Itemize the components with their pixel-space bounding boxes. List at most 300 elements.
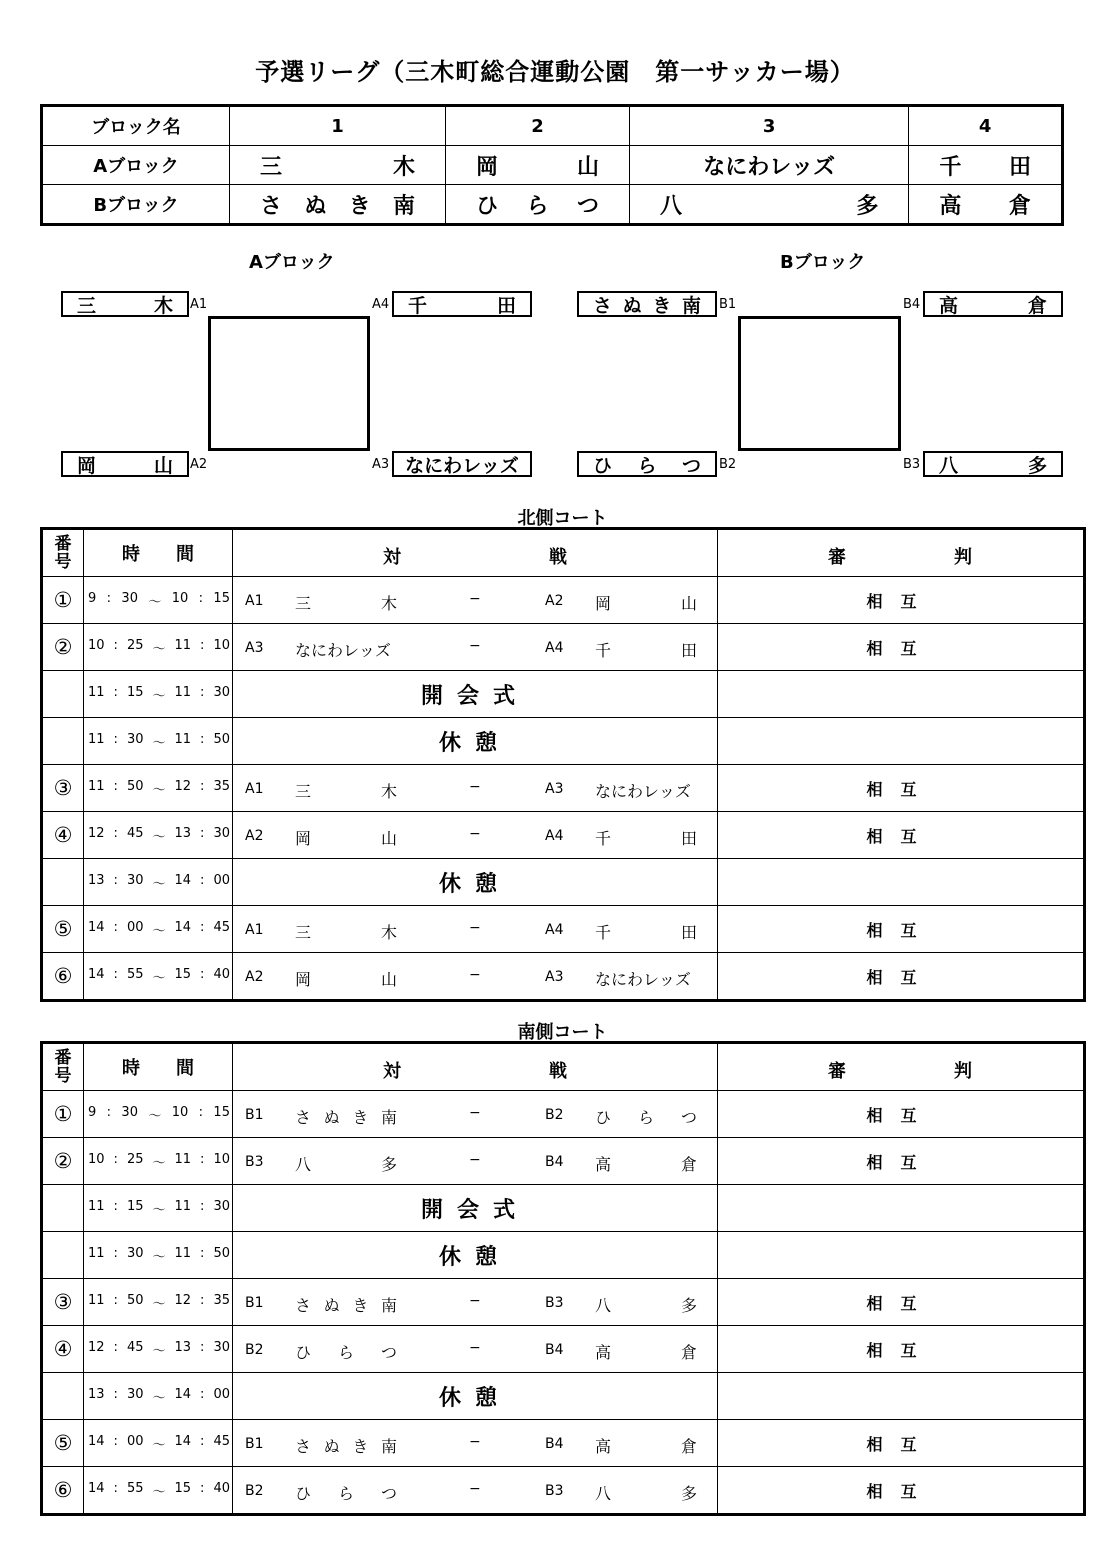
time-part: 30	[213, 825, 230, 841]
time-part: 〜	[152, 1437, 166, 1453]
time-part: 9	[88, 1104, 97, 1120]
block-row-label: Aブロック	[42, 146, 230, 185]
match-number: ④	[42, 1326, 84, 1373]
time-part: 12	[174, 778, 192, 794]
match-number: ⑥	[42, 1467, 84, 1515]
team-name-char: 多	[856, 193, 879, 219]
time-part: 15	[213, 1104, 230, 1120]
team-name	[595, 967, 697, 990]
match-time	[84, 1091, 233, 1138]
team-name-char: 木	[380, 782, 397, 801]
team-name-char: 南	[380, 1296, 397, 1315]
schedule-row	[42, 577, 1085, 624]
referee: 相互	[718, 1467, 1085, 1515]
team-name-char: 多	[380, 1155, 397, 1174]
block-team-cell	[630, 185, 909, 225]
time-part: :	[200, 1433, 205, 1449]
time-part: 〜	[152, 735, 166, 751]
match-pairing	[233, 812, 717, 858]
versus-separator: −	[469, 1434, 481, 1450]
match-time	[84, 1138, 233, 1185]
time-part: :	[113, 1480, 118, 1496]
time-part: 〜	[152, 782, 166, 798]
court-north-title: 北側コート	[517, 508, 608, 529]
time-part: 55	[126, 1480, 144, 1496]
match-time	[84, 1467, 233, 1515]
match-cell	[233, 1091, 718, 1138]
team-name-char: 高	[595, 1343, 612, 1362]
time-part: :	[113, 684, 118, 700]
time-part: :	[200, 1339, 205, 1355]
home-code: B1	[245, 1107, 264, 1123]
diagram-team-box	[923, 291, 1063, 317]
time-part: :	[200, 1245, 205, 1261]
match-cell	[233, 624, 718, 671]
team-name-char: 千	[595, 829, 612, 848]
home-code: A2	[245, 969, 264, 985]
schedule-north	[40, 527, 1086, 1002]
team-name	[295, 1152, 397, 1175]
time-part: 9	[88, 590, 97, 606]
time-part: 55	[126, 966, 144, 982]
schedule-row	[42, 953, 1085, 1001]
time-part: :	[106, 590, 112, 606]
team-name-char: 高	[939, 193, 962, 219]
team-name-char: 山	[153, 454, 173, 477]
time-part: :	[113, 637, 118, 653]
match-time-range	[84, 732, 232, 751]
diagram-team-box	[392, 451, 532, 477]
referee: 相互	[718, 1279, 1085, 1326]
team-name-char: 木	[380, 594, 397, 613]
match-number: ②	[42, 624, 84, 671]
team-name-char: なにわレッズ	[595, 782, 691, 801]
header-num-char: 号	[54, 552, 72, 572]
match-pairing	[233, 765, 717, 811]
block-team-cell	[909, 185, 1063, 225]
header-match-label	[233, 530, 717, 576]
block-team-cell	[230, 146, 446, 185]
team-name-char: さ	[295, 1108, 312, 1127]
match-pairing	[233, 1420, 717, 1466]
versus-separator: −	[469, 1293, 481, 1309]
team-name-char: 山	[577, 154, 600, 180]
header-ref-label	[718, 530, 1083, 576]
time-part: :	[200, 778, 205, 794]
header-time-char: 間	[176, 1058, 194, 1079]
team-name-char: き	[352, 1108, 369, 1127]
match-cell	[233, 765, 718, 812]
team-name	[939, 451, 1047, 478]
match-time	[84, 1232, 233, 1279]
referee	[718, 1185, 1085, 1232]
time-part: 00	[213, 872, 230, 888]
header-num-label	[43, 1049, 83, 1085]
team-name	[295, 967, 397, 990]
team-name-char: 山	[680, 594, 697, 613]
team-name-char: ら	[637, 454, 657, 477]
match-time-range	[84, 779, 232, 798]
block-team-cell	[445, 185, 629, 225]
time-part: 14	[174, 1386, 192, 1402]
away-code: A4	[545, 922, 564, 938]
diagram-a-title: Aブロック	[249, 252, 335, 273]
schedule-row	[42, 1467, 1085, 1515]
referee	[718, 1373, 1085, 1420]
diagram-team-code: A3	[372, 457, 390, 472]
schedule-row	[42, 1373, 1085, 1420]
team-name	[630, 150, 908, 181]
match-time	[84, 1373, 233, 1420]
versus-separator: −	[469, 1340, 481, 1356]
away-code: B2	[545, 1107, 564, 1123]
match-time-range	[84, 920, 232, 939]
team-name	[230, 189, 445, 220]
diagram-team-box	[392, 291, 532, 317]
match-cell	[233, 812, 718, 859]
time-part: 〜	[152, 1155, 166, 1171]
team-name-char: 木	[380, 923, 397, 942]
time-part: :	[200, 872, 205, 888]
team-name-char: つ	[577, 193, 600, 219]
match-time	[84, 765, 233, 812]
match-pairing	[233, 1467, 717, 1513]
time-part: 45	[126, 1339, 144, 1355]
home-code: B2	[245, 1483, 264, 1499]
match-time	[84, 1185, 233, 1232]
time-part: :	[113, 1339, 118, 1355]
time-part: 14	[88, 919, 105, 935]
time-part: :	[113, 1151, 118, 1167]
time-part: :	[200, 731, 205, 747]
diagram-team-code: A2	[190, 457, 208, 472]
match-time-range	[84, 873, 232, 892]
match-time-range	[84, 826, 232, 845]
time-part: 30	[121, 590, 138, 606]
away-code: A3	[545, 969, 564, 985]
team-name	[593, 291, 701, 318]
time-part: 30	[126, 1245, 144, 1261]
block-header-row	[42, 106, 1063, 146]
time-part: 11	[88, 778, 105, 794]
header-ref	[718, 1043, 1085, 1091]
team-name-char: ら	[637, 1108, 654, 1127]
header-time	[84, 1043, 233, 1091]
diagram-team-code: B2	[719, 457, 737, 472]
time-part: :	[198, 590, 204, 606]
time-part: :	[200, 1151, 205, 1167]
team-name-char: ら	[337, 1484, 354, 1503]
diagram-b-square	[738, 316, 901, 451]
team-name-char: 八	[595, 1484, 612, 1503]
time-part: 10	[213, 1151, 230, 1167]
time-part: 50	[126, 778, 144, 794]
match-number	[42, 1185, 84, 1232]
time-part: 11	[174, 1198, 192, 1214]
schedule-row	[42, 1326, 1085, 1373]
header-time-char: 時	[122, 1058, 140, 1079]
diagram-b-title: Bブロック	[780, 252, 866, 273]
home-code: B3	[245, 1154, 264, 1170]
match-pairing	[233, 1138, 717, 1184]
header-match	[233, 1043, 718, 1091]
schedule-event: 休憩	[233, 859, 718, 906]
team-name-char: 倉	[1027, 294, 1047, 317]
time-part: 00	[213, 1386, 230, 1402]
schedule-row	[42, 859, 1085, 906]
team-name	[295, 1481, 397, 1504]
team-name-char: なにわレッズ	[595, 970, 691, 989]
match-time-range	[84, 1387, 232, 1406]
time-part: 12	[88, 825, 105, 841]
time-part: 30	[213, 684, 230, 700]
time-part: :	[113, 1292, 118, 1308]
versus-separator: −	[469, 591, 481, 607]
time-part: 45	[126, 825, 144, 841]
header-time	[84, 529, 233, 577]
team-name-char: なにわレッズ	[405, 454, 519, 477]
block-table	[40, 104, 1064, 226]
time-part: 13	[88, 1386, 105, 1402]
team-name-char: さ	[295, 1296, 312, 1315]
header-time-char: 間	[176, 544, 194, 565]
diagram-team-code: A4	[372, 297, 390, 312]
match-time-range	[84, 1434, 232, 1453]
team-name-char: ぬ	[323, 1437, 340, 1456]
match-time-range	[84, 1152, 232, 1171]
time-part: 50	[213, 731, 230, 747]
team-name-char: 千	[595, 923, 612, 942]
block-row-a	[42, 146, 1063, 185]
match-time	[84, 812, 233, 859]
team-name-char: 倉	[680, 1437, 697, 1456]
block-col-2: 2	[445, 106, 629, 146]
diagram-a-square	[208, 316, 370, 451]
team-name	[630, 189, 908, 220]
diagram-team-code: B4	[903, 297, 921, 312]
diagram-team-box	[577, 451, 717, 477]
time-part: 〜	[152, 1249, 166, 1265]
match-number: ⑤	[42, 906, 84, 953]
schedule-event: 休憩	[233, 1232, 718, 1279]
referee: 相互	[718, 1138, 1085, 1185]
versus-separator: −	[469, 1152, 481, 1168]
header-match	[233, 529, 718, 577]
match-time-range	[84, 1340, 232, 1359]
away-code: B4	[545, 1436, 564, 1452]
referee: 相互	[718, 953, 1085, 1001]
time-part: 14	[88, 1433, 105, 1449]
time-part: 14	[174, 919, 192, 935]
time-part: 15	[213, 590, 230, 606]
versus-separator: −	[469, 779, 481, 795]
time-part: 10	[171, 590, 189, 606]
block-row-b	[42, 185, 1063, 225]
schedule-south	[40, 1041, 1086, 1516]
team-name-char: ぬ	[622, 294, 642, 317]
schedule-row	[42, 812, 1085, 859]
time-part: 30	[213, 1339, 230, 1355]
team-name-char: 三	[77, 294, 97, 317]
team-name	[295, 591, 397, 614]
time-part: 〜	[152, 970, 166, 986]
team-name-char: 岡	[77, 454, 97, 477]
match-time-range	[84, 1199, 232, 1218]
schedule-row	[42, 765, 1085, 812]
time-part: 00	[126, 919, 144, 935]
time-part: :	[113, 872, 118, 888]
team-name	[295, 1105, 397, 1128]
time-part: 10	[88, 637, 105, 653]
block-team-cell	[445, 146, 629, 185]
team-name-char: つ	[681, 454, 701, 477]
away-code: A3	[545, 781, 564, 797]
team-name	[295, 1434, 397, 1457]
team-name	[446, 189, 629, 220]
team-name	[77, 291, 173, 318]
team-name-char: 岡	[475, 154, 498, 180]
schedule-event: 休憩	[233, 1373, 718, 1420]
team-name-char: 三	[295, 923, 312, 942]
time-part: 〜	[152, 876, 166, 892]
time-part: 〜	[152, 688, 166, 704]
schedule-event: 開会式	[233, 671, 718, 718]
team-name-char: ひ	[295, 1484, 312, 1503]
team-name-char: き	[352, 1437, 369, 1456]
match-pairing	[233, 1091, 717, 1137]
match-number: ⑤	[42, 1420, 84, 1467]
schedule-header-row	[42, 529, 1085, 577]
versus-separator: −	[469, 1105, 481, 1121]
team-name-char: ひ	[593, 454, 613, 477]
time-part: 〜	[152, 1202, 166, 1218]
header-match-char: 対	[383, 547, 401, 568]
time-part: 11	[88, 731, 105, 747]
team-name-char: 千	[939, 154, 962, 180]
header-num-char: 号	[54, 1066, 72, 1086]
match-cell	[233, 1467, 718, 1515]
time-part: 30	[126, 1386, 144, 1402]
team-name-char: 田	[496, 294, 516, 317]
team-name-char: 八	[295, 1155, 312, 1174]
schedule-event: 開会式	[233, 1185, 718, 1232]
schedule-row	[42, 1138, 1085, 1185]
team-name-char: 八	[939, 454, 959, 477]
team-name	[595, 1434, 697, 1457]
time-part: :	[113, 1245, 118, 1261]
home-code: A1	[245, 922, 264, 938]
referee	[718, 671, 1085, 718]
team-name-char: 田	[1008, 154, 1031, 180]
time-part: 13	[174, 825, 192, 841]
team-name	[909, 189, 1061, 220]
match-number	[42, 671, 84, 718]
match-number	[42, 718, 84, 765]
time-part: :	[200, 1292, 205, 1308]
versus-separator: −	[469, 967, 481, 983]
versus-separator: −	[469, 920, 481, 936]
time-part: 50	[126, 1292, 144, 1308]
team-name-char: 多	[680, 1484, 697, 1503]
team-name	[595, 1340, 697, 1363]
match-time	[84, 718, 233, 765]
team-name	[595, 1293, 697, 1316]
header-num	[42, 529, 84, 577]
referee: 相互	[718, 765, 1085, 812]
match-pairing	[233, 906, 717, 952]
team-name	[230, 150, 445, 181]
match-time-range	[84, 967, 232, 986]
team-name	[295, 638, 397, 661]
versus-separator: −	[469, 826, 481, 842]
match-number: ①	[42, 577, 84, 624]
team-name-char: なにわレッズ	[295, 641, 391, 660]
team-name	[595, 591, 697, 614]
time-part: 〜	[152, 641, 166, 657]
match-time	[84, 906, 233, 953]
time-part: 13	[174, 1339, 192, 1355]
diagram-team-box	[61, 291, 189, 317]
page-title: 予選リーグ（三木町総合運動公園 第一サッカー場）	[255, 58, 855, 86]
team-name-char: 岡	[295, 970, 312, 989]
referee	[718, 859, 1085, 906]
team-name-char: 田	[680, 641, 697, 660]
time-part: 〜	[152, 1484, 166, 1500]
team-name	[446, 150, 629, 181]
match-time-range	[84, 1246, 232, 1265]
team-name-char: 倉	[680, 1343, 697, 1362]
team-name-char: 田	[680, 923, 697, 942]
team-name-char: 高	[939, 294, 959, 317]
time-part: :	[113, 1433, 118, 1449]
match-time-range	[84, 1293, 232, 1312]
match-time	[84, 624, 233, 671]
team-name-char: ひ	[295, 1343, 312, 1362]
schedule-row	[42, 718, 1085, 765]
time-part: 12	[174, 1292, 192, 1308]
away-code: A4	[545, 828, 564, 844]
header-ref-label	[718, 1044, 1083, 1090]
team-name-char: 三	[295, 782, 312, 801]
away-code: A2	[545, 593, 564, 609]
time-part: 11	[88, 684, 105, 700]
team-name-char: ぬ	[323, 1108, 340, 1127]
team-name	[595, 826, 697, 849]
schedule-row	[42, 1185, 1085, 1232]
time-part: 35	[213, 1292, 230, 1308]
time-part: :	[200, 1386, 205, 1402]
match-time-range	[84, 591, 232, 610]
time-part: :	[113, 778, 118, 794]
schedule-row	[42, 624, 1085, 671]
time-part: :	[198, 1104, 204, 1120]
time-part: 25	[126, 1151, 144, 1167]
match-time-range	[84, 685, 232, 704]
time-part: 〜	[148, 594, 162, 610]
team-name-char: ひ	[475, 193, 498, 219]
time-part: :	[200, 966, 205, 982]
time-part: 14	[174, 1433, 192, 1449]
team-name-char: 倉	[680, 1155, 697, 1174]
time-part: 11	[174, 684, 192, 700]
schedule-row	[42, 1420, 1085, 1467]
match-number: ④	[42, 812, 84, 859]
team-name-char: 南	[380, 1437, 397, 1456]
team-name	[295, 1293, 397, 1316]
team-name-char: き	[348, 193, 371, 219]
team-name-char: つ	[380, 1484, 397, 1503]
time-part: 15	[174, 966, 192, 982]
